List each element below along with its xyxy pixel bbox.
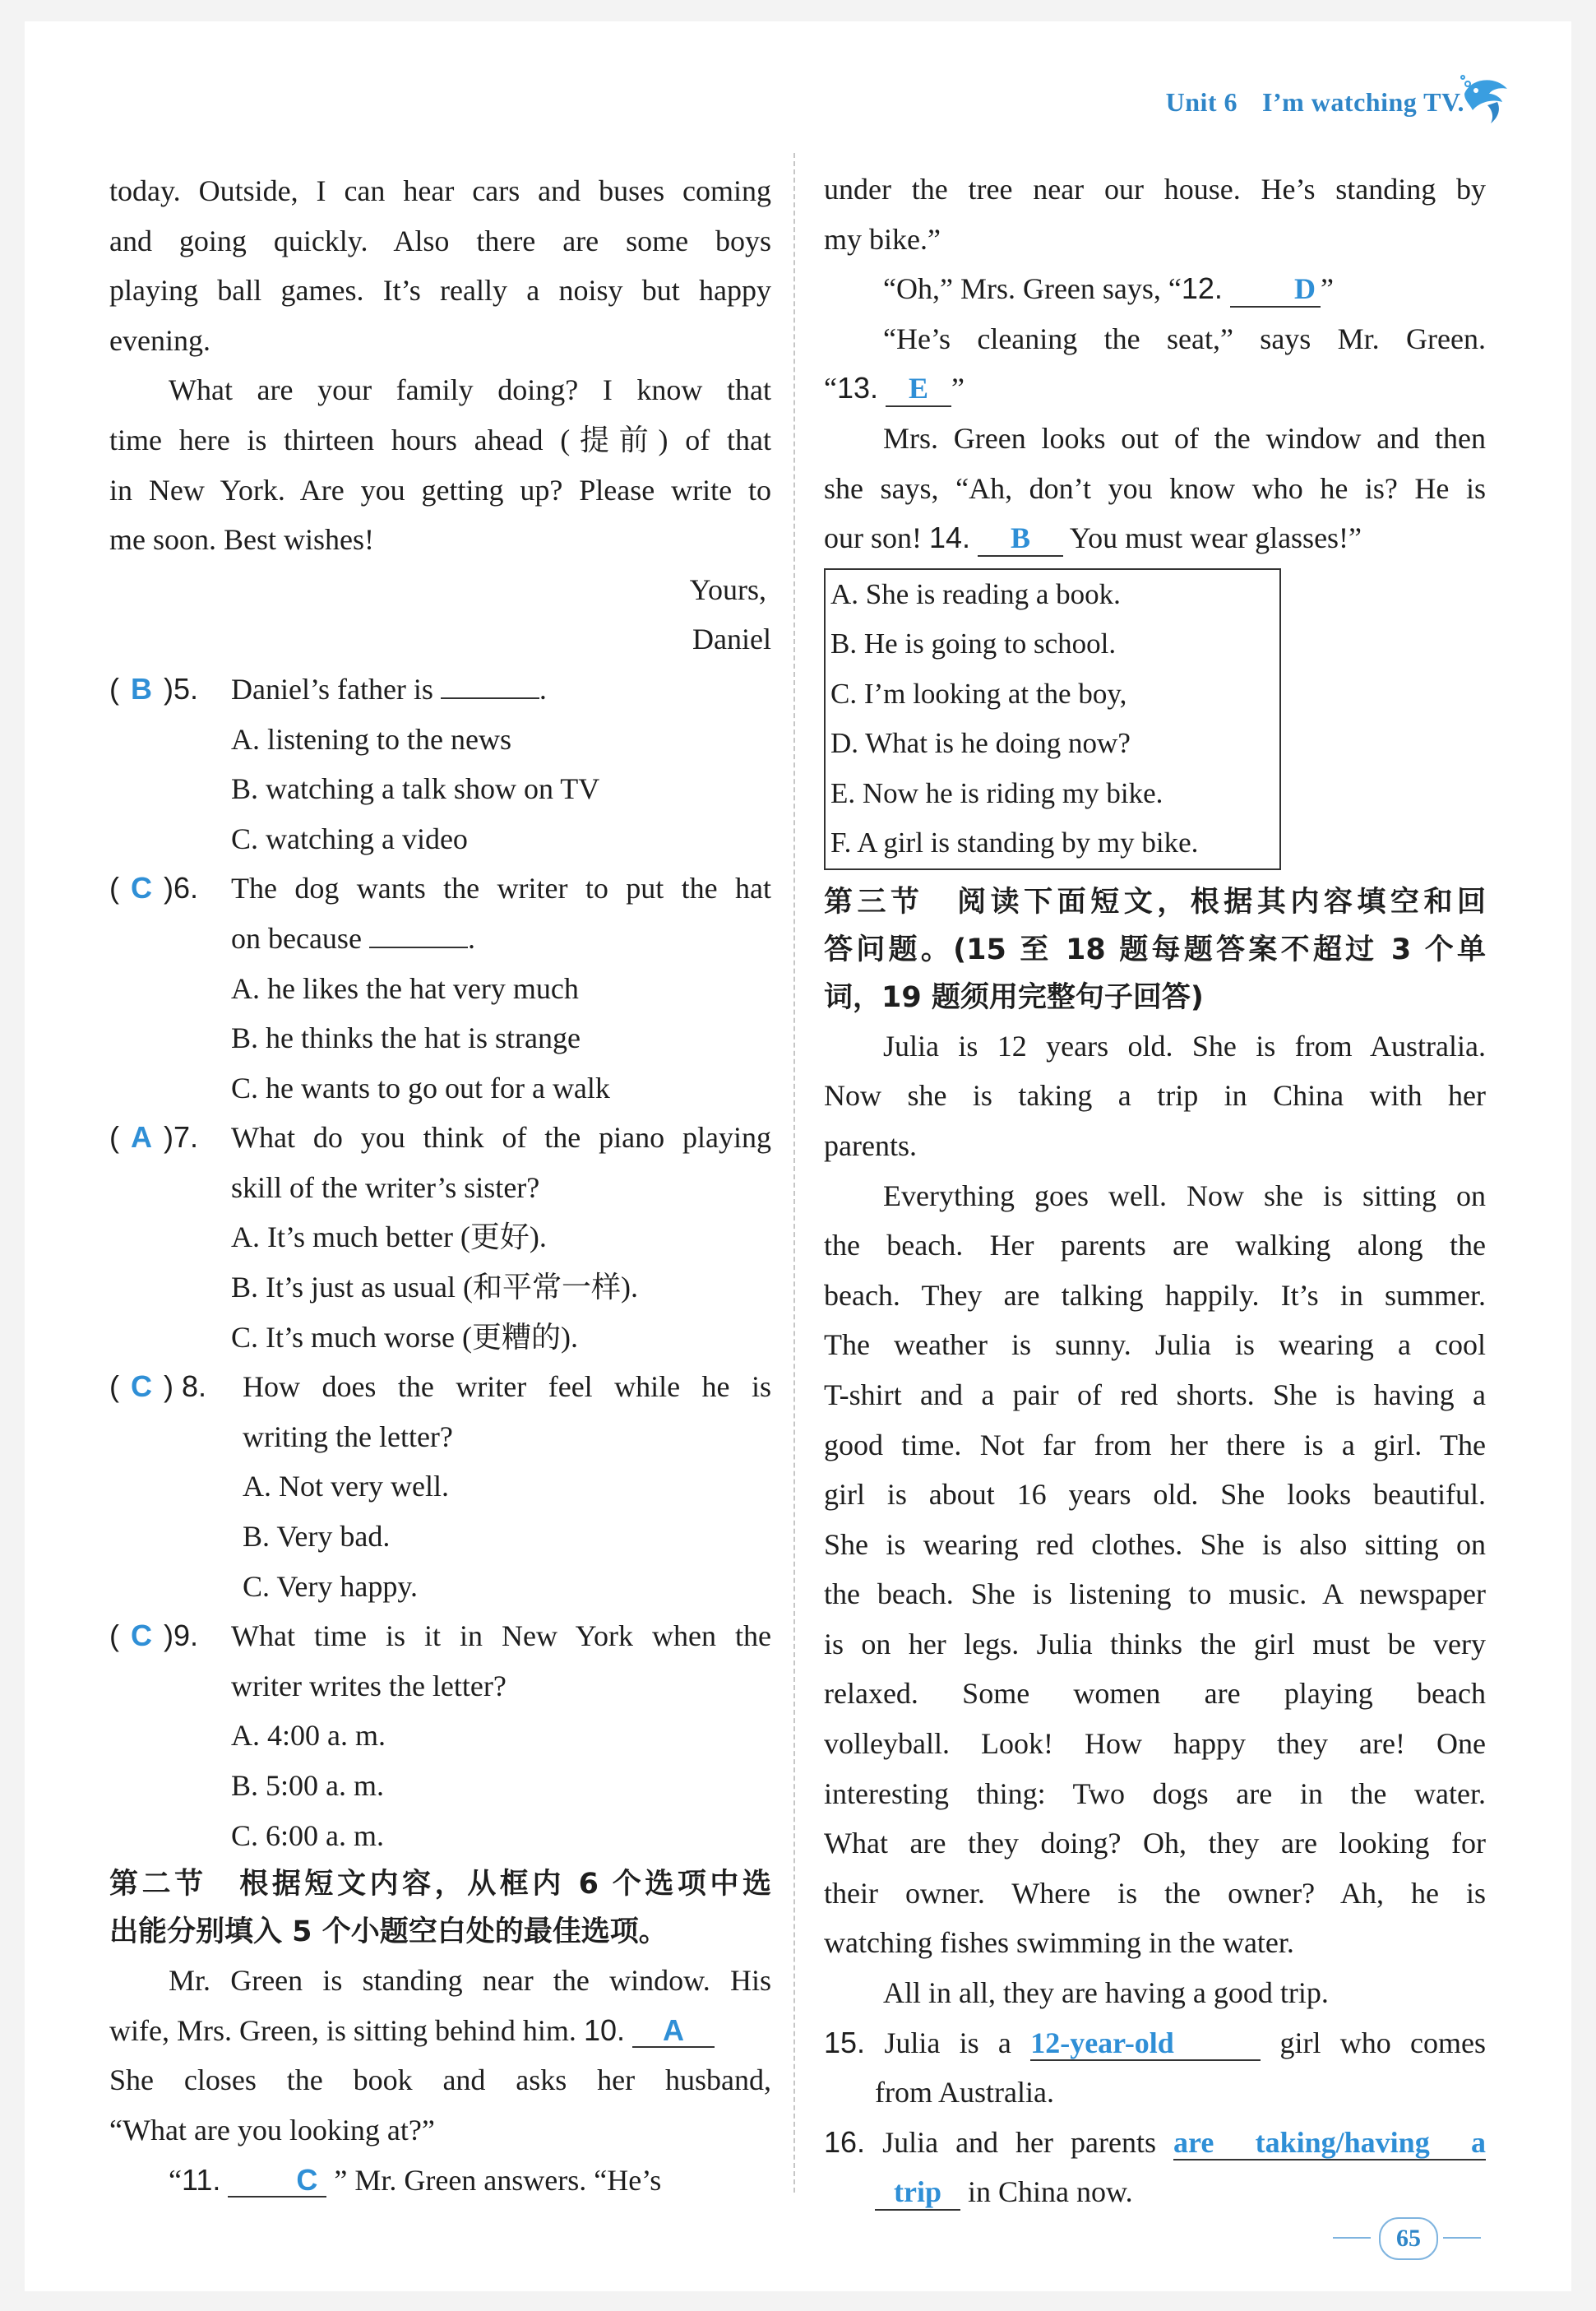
question-text: What do you think of the piano playing [231, 1121, 771, 1155]
question-number: 16. [824, 2124, 866, 2159]
box-option-b: B. He is going to school. [830, 628, 1117, 660]
passage-line: the beach. Her parents are walking along the [824, 1229, 1486, 1262]
passage-line: and going quickly. Also there are some boys [109, 224, 771, 257]
passage-line: evening. [109, 323, 210, 357]
passage-line: under the tree near our house. He’s standing by [824, 173, 1486, 206]
fish-logo-icon [1460, 69, 1514, 127]
question-6: ( C )6. The dog wants the writer to put the hat [109, 864, 771, 914]
passage-text: ” Mr. Green answers. “He’s [334, 2163, 662, 2197]
page-header [1166, 87, 1464, 118]
question-text: What time is it in New York when the [231, 1619, 771, 1653]
question-number: 11. [181, 2162, 221, 2197]
section-heading: 答问题。(15 至 18 题每题答案不超过 3 个单 [824, 933, 1486, 966]
answer-blank[interactable] [441, 673, 539, 699]
question-text: Julia is a [884, 2026, 1011, 2059]
option-c: C. watching a video [231, 822, 468, 855]
passage-line: playing ball games. It’s really a noisy but happy [109, 274, 771, 308]
box-option-e: E. Now he is riding my bike. [830, 776, 1163, 809]
option-c: C. 6:00 a. m. [231, 1818, 384, 1852]
question-text: Daniel’s father is [231, 672, 433, 706]
question-16 [824, 2118, 1486, 2217]
passage-line: is on her legs. Julia thinks the girl must be very [824, 1627, 1486, 1660]
quote-mark: “ [169, 2163, 182, 2197]
passage-line-with-blank [824, 264, 1486, 314]
passage-line: time here is thirteen hours ahead (提前) of that [109, 423, 771, 456]
page-number: 65 [1379, 2217, 1438, 2260]
answer-mark: A [131, 1120, 152, 1155]
question-number: 13. [836, 371, 879, 405]
box-option-a: A. She is reading a book. [830, 577, 1121, 610]
passage-line: their owner. Where is the owner? Ah, he is [824, 1876, 1486, 1910]
column-divider [793, 153, 795, 2193]
letter-closing: Yours, [689, 572, 766, 606]
question-number: 10. [583, 2012, 625, 2047]
section-heading: 第三节 阅读下面短文，根据其内容填空和回 [824, 885, 1486, 919]
passage-line: she says, “Ah, don’t you know who he is? He is [824, 471, 1486, 505]
question-number: 6. [173, 871, 199, 905]
question-text: How does the writer feel while he is [243, 1370, 771, 1404]
option-a: A. 4:00 a. m. [231, 1719, 386, 1753]
answer-mark: C [131, 1619, 152, 1653]
passage-line: the beach. She is listening to music. A newspaper [824, 1577, 1486, 1611]
letter-signature: Daniel [692, 623, 771, 656]
box-option-f: F. A girl is standing by my bike. [830, 827, 1199, 859]
passage-line: in New York. Are you getting up? Please write to [109, 473, 771, 507]
passage-line: interesting thing: Two dogs are in the water. [824, 1776, 1486, 1810]
section-heading: 出能分别填入 5 个小题空白处的最佳选项。 [109, 1915, 668, 1949]
answer-blank-15[interactable]: 12-year-old [1030, 2027, 1261, 2062]
passage-line: All in all, they are having a good trip. [883, 1976, 1329, 2010]
passage-text: You must wear glasses!” [1069, 521, 1362, 555]
unit-title: I’m watching TV. [1262, 87, 1464, 117]
answer-blank-10[interactable]: A [632, 2014, 715, 2049]
passage-text: wife, Mrs. Green, is sitting behind him. [109, 2013, 576, 2047]
question-5: ( B )5. Daniel’s father is . [109, 665, 771, 715]
passage-line: today. Outside, I can hear cars and buses coming [109, 174, 771, 207]
option-b: B. It’s just as usual (和平常一样). [231, 1271, 638, 1304]
passage-line: me soon. Best wishes! [109, 523, 374, 557]
question-number: 14. [929, 521, 971, 555]
question-number: 9. [173, 1619, 199, 1653]
option-c: C. he wants to go out for a walk [231, 1071, 610, 1105]
box-option-d: D. What is he doing now? [830, 727, 1131, 760]
passage-line-with-blank [824, 364, 1486, 414]
passage-line-with-blank [824, 513, 1486, 563]
right-column [824, 164, 1486, 2217]
passage-line: She is wearing red clothes. She is also sitting on [824, 1527, 1486, 1561]
passage-line-with-blank [109, 2156, 771, 2206]
passage-line: Everything goes well. Now she is sitting on [883, 1179, 1486, 1212]
answer-mark: B [131, 671, 152, 706]
option-c: C. Very happy. [243, 1569, 418, 1603]
passage-line: What are they doing? Oh, they are looking for [824, 1827, 1486, 1860]
passage-line: Now she is taking a trip in China with her [824, 1079, 1486, 1113]
answer-mark: C [131, 871, 152, 905]
page-number-line [1333, 2237, 1371, 2239]
answer-blank-12[interactable]: D [1230, 273, 1321, 308]
option-b: B. watching a talk show on TV [231, 772, 600, 806]
section-heading: 词，19 题须用完整句子回答) [824, 980, 1204, 1014]
passage-line-with-blank [109, 2006, 771, 2056]
passage-line: parents. [824, 1128, 917, 1162]
answer-blank[interactable] [369, 922, 468, 948]
answer-blank-16a[interactable]: are taking/having a [1173, 2127, 1486, 2161]
question-text: on because [231, 921, 362, 955]
quote-mark: ” [951, 372, 965, 405]
passage-line: She closes the book and asks her husband, [109, 2063, 771, 2097]
workbook-page [25, 21, 1571, 2291]
passage-line: Julia is 12 years old. She is from Australia. [883, 1029, 1486, 1063]
option-b: B. 5:00 a. m. [231, 1769, 384, 1802]
option-a: A. listening to the news [231, 722, 511, 756]
question-text: girl who comes [1279, 2026, 1487, 2059]
question-text-line2 [109, 914, 771, 964]
question-8: ( C ) 8. How does the writer feel while he is [109, 1362, 771, 1412]
question-punct: . [539, 672, 547, 706]
question-text: Julia and her parents [882, 2125, 1156, 2159]
answer-mark: C [131, 1369, 152, 1404]
question-7: ( A )7. What do you think of the piano playing [109, 1113, 771, 1163]
option-b: B. he thinks the hat is strange [231, 1021, 581, 1055]
passage-line: beach. They are talking happily. It’s in summer. [824, 1278, 1486, 1312]
question-number: 12. [1181, 271, 1223, 306]
options-box [824, 568, 1281, 870]
question-number: 8. [182, 1369, 207, 1404]
question-15 [824, 2018, 1486, 2118]
passage-text: our son! [824, 521, 922, 555]
question-number: 15. [824, 2025, 866, 2059]
option-c: C. It’s much worse (更糟的). [231, 1320, 578, 1354]
passage-line: “What are you looking at?” [109, 2113, 435, 2147]
option-a: A. Not very well. [243, 1470, 449, 1503]
quote-mark: “ [824, 372, 837, 405]
question-text: in China now. [968, 2175, 1133, 2209]
question-text: writing the letter? [243, 1419, 453, 1453]
passage-line: What are your family doing? I know that [169, 373, 771, 407]
option-b: B. Very bad. [243, 1520, 391, 1554]
question-text: from Australia. [875, 2076, 1054, 2110]
passage-line: relaxed. Some women are playing beach [824, 1677, 1486, 1711]
answer-blank-13[interactable]: E [886, 373, 951, 407]
passage-line: Mr. Green is standing near the window. His [169, 1964, 771, 1998]
passage-text: “Oh,” Mrs. Green says, “ [883, 272, 1182, 306]
question-number: 7. [173, 1120, 199, 1155]
passage-line: volleyball. Look! How happy they are! One [824, 1727, 1486, 1761]
option-a: A. he likes the hat very much [231, 971, 579, 1005]
question-text: The dog wants the writer to put the hat [231, 872, 771, 905]
question-9: ( C )9. What time is it in New York when the [109, 1611, 771, 1661]
unit-label: Unit 6 [1165, 87, 1238, 117]
passage-line: my bike.” [824, 222, 941, 256]
question-text: skill of the writer’s sister? [231, 1170, 540, 1204]
page-number-line [1443, 2237, 1481, 2239]
section-heading: 第二节 根据短文内容，从框内 6 个选项中选 [109, 1868, 771, 1901]
quote-mark: ” [1320, 272, 1334, 306]
passage-line: Mrs. Green looks out of the window and then [883, 421, 1486, 455]
answer-blank-14[interactable]: B [978, 522, 1063, 557]
left-column [109, 166, 771, 2205]
page-number-badge [1333, 2217, 1481, 2258]
question-number: 5. [173, 671, 199, 706]
answer-blank-11[interactable]: C [228, 2164, 326, 2198]
passage-line: girl is about 16 years old. She looks beautiful. [824, 1478, 1486, 1512]
answer-blank-16b[interactable]: trip [875, 2176, 960, 2211]
passage-line: watching fishes swimming in the water. [824, 1926, 1294, 1960]
passage-line: The weather is sunny. Julia is wearing a cool [824, 1328, 1486, 1362]
question-text: writer writes the letter? [231, 1669, 507, 1702]
option-a: A. It’s much better (更好). [231, 1220, 547, 1254]
passage-line: “He’s cleaning the seat,” says Mr. Green. [883, 322, 1486, 355]
passage-line: good time. Not far from her there is a girl. The [824, 1428, 1486, 1461]
passage-line: T-shirt and a pair of red shorts. She is having a [824, 1378, 1486, 1411]
box-option-c: C. I’m looking at the boy, [830, 677, 1127, 710]
question-punct: . [467, 921, 475, 955]
